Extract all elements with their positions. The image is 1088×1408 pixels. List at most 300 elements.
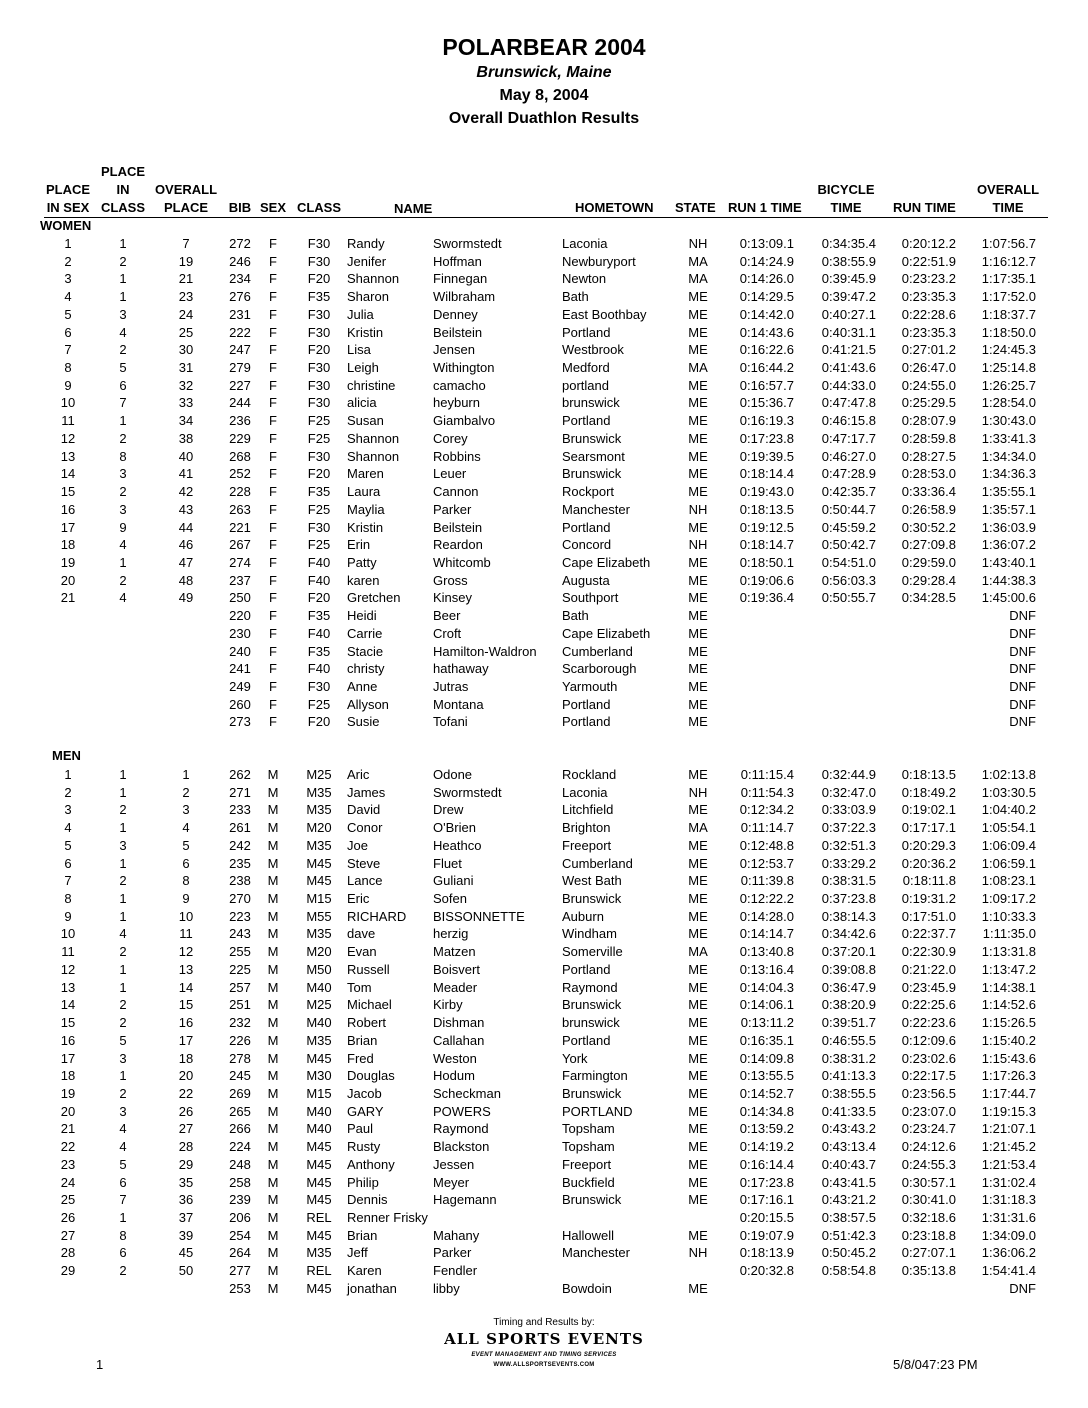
cell-sex: M xyxy=(267,979,279,995)
cell-bicycle-time: 0:43:43.2 xyxy=(821,1121,876,1137)
cell-place-in-class: 2 xyxy=(119,1085,127,1101)
cell-overall-place: 14 xyxy=(178,979,194,995)
cell-run-time: 0:23:56.5 xyxy=(901,1085,956,1101)
cell-bicycle-time: 0:39:08.8 xyxy=(821,961,876,977)
cell-last-name: Jensen xyxy=(433,342,475,358)
cell-run1-time: 0:19:39.5 xyxy=(739,448,794,464)
cell-bib: 250 xyxy=(229,590,251,606)
cell-first-name: Carrie xyxy=(347,625,383,641)
cell-sex: M xyxy=(267,997,279,1013)
cell-run-time: 0:23:35.3 xyxy=(901,289,956,305)
cell-sex: F xyxy=(269,430,277,446)
cell-hometown: Southport xyxy=(562,590,619,606)
cell-hometown: West Bath xyxy=(562,873,622,889)
cell-bicycle-time: 0:41:13.3 xyxy=(821,1068,876,1084)
cell-bib: 221 xyxy=(229,519,251,535)
cell-last-name: Wilbraham xyxy=(433,289,496,305)
cell-place-in-class: 2 xyxy=(119,572,127,588)
cell-state: ME xyxy=(688,484,708,500)
cell-run1-time: 0:14:29.5 xyxy=(739,289,794,305)
cell-first-name: Gretchen xyxy=(347,590,401,606)
table-row xyxy=(0,1138,1088,1156)
cell-class: F40 xyxy=(307,572,331,588)
cell-bib: 240 xyxy=(229,643,251,659)
cell-hometown: Concord xyxy=(562,537,612,553)
cell-overall-place: 16 xyxy=(178,1015,194,1031)
cell-overall-time: 1:36:06.2 xyxy=(981,1245,1036,1261)
cell-first-name: Evan xyxy=(347,944,377,960)
cell-overall-place: 24 xyxy=(178,306,194,322)
cell-run1-time: 0:11:14.7 xyxy=(740,820,794,836)
cell-state: ME xyxy=(688,1121,708,1137)
cell-class: M35 xyxy=(306,837,332,853)
table-row xyxy=(0,554,1088,572)
col-overall-place: OVERALL PLACE xyxy=(154,182,218,215)
cell-state: ME xyxy=(688,908,708,924)
cell-overall-time: 1:21:07.1 xyxy=(981,1121,1036,1137)
cell-run-time: 0:19:02.1 xyxy=(901,802,956,818)
cell-state: ME xyxy=(688,289,708,305)
cell-sex: F xyxy=(269,590,277,606)
cell-overall-time: 1:31:18.3 xyxy=(981,1192,1036,1208)
cell-overall-time: 1:18:50.0 xyxy=(981,324,1036,340)
cell-place-in-sex: 21 xyxy=(60,590,76,606)
cell-place-in-class: 4 xyxy=(119,324,127,340)
cell-last-name: Denney xyxy=(433,306,478,322)
cell-overall-place: 25 xyxy=(178,324,194,340)
cell-overall-place: 22 xyxy=(178,1085,194,1101)
cell-sex: M xyxy=(267,784,279,800)
cell-overall-place: 36 xyxy=(178,1192,194,1208)
cell-overall-time: 1:24:45.3 xyxy=(981,342,1036,358)
table-row xyxy=(0,270,1088,288)
table-row xyxy=(0,1174,1088,1192)
cell-place-in-sex: 28 xyxy=(60,1245,76,1261)
cell-bib: 226 xyxy=(229,1032,251,1048)
cell-bicycle-time: 0:56:03.3 xyxy=(821,572,876,588)
cell-overall-time: 1:21:45.2 xyxy=(981,1139,1036,1155)
cell-bicycle-time: 0:38:31.5 xyxy=(821,873,876,889)
table-row xyxy=(0,1280,1088,1298)
table-row xyxy=(0,1244,1088,1262)
cell-overall-time: 1:14:52.6 xyxy=(981,997,1036,1013)
cell-first-name: Heidi xyxy=(347,608,377,624)
cell-bicycle-time: 0:36:47.9 xyxy=(821,979,876,995)
cell-hometown: Cumberland xyxy=(562,855,633,871)
cell-bib: 268 xyxy=(229,448,251,464)
cell-bib: 251 xyxy=(229,997,251,1013)
cell-first-name: karen xyxy=(347,572,380,588)
cell-state: ME xyxy=(688,873,708,889)
cell-overall-time: 1:33:41.3 xyxy=(981,430,1036,446)
cell-class: F40 xyxy=(307,661,331,677)
cell-place-in-class: 7 xyxy=(119,1192,127,1208)
cell-bib: 257 xyxy=(229,979,251,995)
cell-sex: F xyxy=(269,696,277,712)
cell-bib: 254 xyxy=(229,1227,251,1243)
cell-bib: 262 xyxy=(229,767,251,782)
cell-bib: 244 xyxy=(229,395,251,411)
table-row xyxy=(0,908,1088,926)
cell-first-name: Paul xyxy=(347,1121,374,1137)
cell-hometown: Newton xyxy=(562,271,607,287)
cell-sex: M xyxy=(267,837,279,853)
cell-overall-time: 1:36:07.2 xyxy=(981,537,1036,553)
cell-bicycle-time: 0:39:47.2 xyxy=(821,289,876,305)
cell-place-in-sex: 19 xyxy=(60,1085,76,1101)
cell-bib: 247 xyxy=(229,342,251,358)
cell-place-in-sex: 12 xyxy=(60,430,76,446)
page-number: 1 xyxy=(96,1357,104,1372)
cell-run-time: 0:35:13.8 xyxy=(901,1263,956,1279)
cell-place-in-class: 2 xyxy=(119,253,127,269)
cell-first-name: Laura xyxy=(347,484,381,500)
cell-hometown: Manchester xyxy=(562,1245,630,1261)
cell-place-in-sex: 4 xyxy=(64,289,72,305)
cell-state: ME xyxy=(688,395,708,411)
cell-place-in-sex: 18 xyxy=(60,537,76,553)
table-row xyxy=(0,890,1088,908)
cell-hometown: Rockland xyxy=(562,767,617,782)
table-row xyxy=(0,1103,1088,1121)
cell-overall-time: 1:17:26.3 xyxy=(981,1068,1036,1084)
cell-run-time: 0:30:41.0 xyxy=(901,1192,956,1208)
cell-overall-time: 1:07:56.7 xyxy=(981,236,1036,251)
cell-bicycle-time: 0:40:27.1 xyxy=(821,306,876,322)
cell-last-name: Fendler xyxy=(433,1263,478,1279)
cell-run1-time: 0:18:50.1 xyxy=(739,554,794,570)
cell-last-name: Beilstein xyxy=(433,519,483,535)
cell-bicycle-time: 0:50:45.2 xyxy=(821,1245,876,1261)
cell-last-name: Meader xyxy=(433,979,478,995)
cell-place-in-sex: 25 xyxy=(60,1192,76,1208)
cell-last-name: Boisvert xyxy=(433,961,480,977)
cell-bicycle-time: 0:39:51.7 xyxy=(821,1015,876,1031)
cell-overall-time: 1:04:40.2 xyxy=(981,802,1036,818)
cell-place-in-class: 8 xyxy=(119,448,127,464)
cell-state: ME xyxy=(688,1032,708,1048)
cell-last-name: Swormstedt xyxy=(433,236,502,251)
cell-overall-time: 1:35:55.1 xyxy=(981,484,1036,500)
col-state: STATE xyxy=(675,200,716,215)
cell-sex: M xyxy=(267,1068,279,1084)
cell-place-in-sex: 14 xyxy=(60,997,76,1013)
cell-place-in-sex: 13 xyxy=(60,979,76,995)
cell-place-in-sex: 11 xyxy=(61,413,75,429)
cell-hometown: Brunswick xyxy=(562,997,622,1013)
cell-bib: 239 xyxy=(229,1192,251,1208)
cell-place-in-class: 7 xyxy=(119,395,127,411)
cell-last-name: Mahany xyxy=(433,1227,480,1243)
cell-overall-time: 1:26:25.7 xyxy=(981,377,1036,393)
cell-place-in-sex: 8 xyxy=(64,360,72,376)
cell-bicycle-time: 0:41:33.5 xyxy=(821,1103,876,1119)
cell-place-in-class: 9 xyxy=(119,519,127,535)
cell-first-name: Maylia xyxy=(347,501,385,517)
cell-place-in-sex: 6 xyxy=(64,324,72,340)
cell-run-time: 0:26:47.0 xyxy=(901,360,956,376)
cell-hometown: PORTLAND xyxy=(562,1103,633,1119)
cell-run-time: 0:23:24.7 xyxy=(901,1121,956,1137)
cell-bib: 277 xyxy=(229,1263,251,1279)
cell-place-in-class: 1 xyxy=(119,784,127,800)
cell-bicycle-time: 0:43:21.2 xyxy=(821,1192,876,1208)
col-place-sex: PLACE IN SEX xyxy=(45,182,91,215)
header-rule xyxy=(44,217,1048,218)
cell-class: M45 xyxy=(306,855,332,871)
cell-bicycle-time: 0:47:17.7 xyxy=(821,430,876,446)
cell-bicycle-time: 0:33:29.2 xyxy=(821,855,876,871)
cell-place-in-class: 1 xyxy=(119,979,127,995)
cell-bicycle-time: 0:46:27.0 xyxy=(821,448,876,464)
cell-sex: F xyxy=(269,484,277,500)
cell-bib: 248 xyxy=(229,1156,251,1172)
cell-class: F25 xyxy=(307,413,331,429)
cell-overall-place: 27 xyxy=(178,1121,194,1137)
cell-last-name: Hamilton-Waldron xyxy=(433,643,537,659)
cell-run1-time: 0:14:19.2 xyxy=(739,1139,794,1155)
cell-state: NH xyxy=(688,501,708,517)
cell-first-name: Conor xyxy=(347,820,383,836)
cell-bib: 237 xyxy=(229,572,251,588)
cell-state: ME xyxy=(688,961,708,977)
cell-overall-place: 15 xyxy=(178,997,194,1013)
cell-overall-place: 12 xyxy=(178,944,194,960)
cell-overall-place: 29 xyxy=(178,1156,194,1172)
cell-bicycle-time: 0:43:13.4 xyxy=(821,1139,876,1155)
cell-place-in-sex: 5 xyxy=(64,837,72,853)
cell-place-in-class: 1 xyxy=(119,1210,127,1225)
cell-place-in-class: 5 xyxy=(119,1156,127,1172)
table-row xyxy=(0,784,1088,802)
cell-bicycle-time: 0:47:47.8 xyxy=(821,395,876,411)
cell-hometown: Laconia xyxy=(562,236,608,251)
cell-run1-time: 0:18:13.5 xyxy=(739,501,794,517)
cell-state: ME xyxy=(688,1192,708,1208)
cell-state: ME xyxy=(688,837,708,853)
cell-run-time: 0:22:37.7 xyxy=(901,926,956,942)
cell-sex: F xyxy=(269,501,277,517)
cell-place-in-class: 2 xyxy=(119,342,127,358)
cell-bib: 273 xyxy=(229,714,251,730)
cell-place-in-class: 2 xyxy=(119,1263,127,1279)
cell-class: M45 xyxy=(306,873,332,889)
cell-place-in-class: 4 xyxy=(119,926,127,942)
cell-run1-time: 0:14:09.8 xyxy=(739,1050,794,1066)
cell-hometown: Searsmont xyxy=(562,448,625,464)
cell-bib: 252 xyxy=(229,466,251,482)
cell-hometown: Bath xyxy=(562,608,589,624)
cell-state: ME xyxy=(688,1015,708,1031)
table-row xyxy=(0,448,1088,466)
cell-overall-place: 47 xyxy=(178,554,194,570)
cell-bicycle-time: 0:46:15.8 xyxy=(821,413,876,429)
cell-sex: M xyxy=(267,1156,279,1172)
cell-last-name: Beer xyxy=(433,608,461,624)
cell-sex: F xyxy=(269,554,277,570)
cell-class: F30 xyxy=(307,306,331,322)
cell-bib: 232 xyxy=(229,1015,251,1031)
cell-overall-place: 31 xyxy=(178,360,194,376)
cell-class: M40 xyxy=(306,1015,332,1031)
cell-last-name: Parker xyxy=(433,1245,472,1261)
table-row xyxy=(0,925,1088,943)
table-row xyxy=(0,483,1088,501)
cell-bib: 230 xyxy=(229,625,251,641)
cell-state: ME xyxy=(688,448,708,464)
cell-run-time: 0:24:55.3 xyxy=(901,1156,956,1172)
cell-class: M45 xyxy=(306,1050,332,1066)
cell-state: ME xyxy=(688,608,708,624)
cell-bib: 238 xyxy=(229,873,251,889)
cell-bib: 274 xyxy=(229,554,251,570)
table-row xyxy=(0,1262,1088,1280)
cell-sex: F xyxy=(269,253,277,269)
cell-state: ME xyxy=(688,413,708,429)
cell-last-name: Parker xyxy=(433,501,472,517)
cell-hometown: Auburn xyxy=(562,908,604,924)
cell-bicycle-time: 0:54:51.0 xyxy=(821,554,876,570)
cell-last-name: hathaway xyxy=(433,661,489,677)
cell-last-name: Beilstein xyxy=(433,324,483,340)
cell-hometown: Westbrook xyxy=(562,342,624,358)
cell-overall-time: 1:31:31.6 xyxy=(981,1210,1036,1225)
cell-first-name: Eric xyxy=(347,891,370,907)
cell-class: M45 xyxy=(306,1280,332,1296)
cell-state: ME xyxy=(688,714,708,730)
cell-state: MA xyxy=(688,360,708,376)
cell-class: F30 xyxy=(307,519,331,535)
cell-sex: F xyxy=(269,466,277,482)
cell-first-name: Kristin xyxy=(347,324,384,340)
cell-state: ME xyxy=(688,554,708,570)
cell-hometown: Brunswick xyxy=(562,1085,622,1101)
cell-class: F35 xyxy=(307,289,331,305)
cell-place-in-sex: 18 xyxy=(60,1068,76,1084)
cell-class: F30 xyxy=(307,448,331,464)
cell-first-name: christine xyxy=(347,377,396,393)
cell-overall-time: DNF xyxy=(1009,696,1036,712)
cell-hometown: Medford xyxy=(562,360,610,376)
cell-hometown: Cape Elizabeth xyxy=(562,625,651,641)
cell-hometown: Bowdoin xyxy=(562,1280,612,1296)
cell-class: M35 xyxy=(306,926,332,942)
cell-place-in-class: 1 xyxy=(119,271,127,287)
cell-place-in-class: 2 xyxy=(119,430,127,446)
cell-overall-time: 1:02:13.8 xyxy=(981,767,1036,782)
cell-overall-place: 32 xyxy=(178,377,194,393)
cell-first-name: RICHARD xyxy=(347,908,407,924)
cell-run-time: 0:12:09.6 xyxy=(901,1032,956,1048)
cell-place-in-sex: 3 xyxy=(64,802,72,818)
cell-overall-time: 1:05:54.1 xyxy=(981,820,1036,836)
cell-state: ME xyxy=(688,590,708,606)
cell-first-name: Dennis xyxy=(347,1192,388,1208)
cell-run1-time: 0:16:22.6 xyxy=(739,342,794,358)
cell-state: ME xyxy=(688,1050,708,1066)
cell-place-in-sex: 8 xyxy=(64,891,72,907)
cell-overall-place: 38 xyxy=(178,430,194,446)
cell-run-time: 0:26:58.9 xyxy=(901,501,956,517)
cell-class: M45 xyxy=(306,1139,332,1155)
cell-first-name: Anne xyxy=(347,679,378,694)
cell-last-name: Jutras xyxy=(433,679,469,694)
cell-last-name: Scheckman xyxy=(433,1085,501,1101)
cell-last-name: Leuer xyxy=(433,466,467,482)
cell-overall-time: 1:21:53.4 xyxy=(981,1156,1036,1172)
cell-sex: F xyxy=(269,342,277,358)
table-row xyxy=(0,430,1088,448)
cell-state: NH xyxy=(688,236,708,251)
cell-last-name: Sofen xyxy=(433,891,467,907)
cell-overall-place: 21 xyxy=(178,271,194,287)
cell-bicycle-time: 0:43:41.5 xyxy=(821,1174,876,1190)
cell-sex: M xyxy=(267,1015,279,1031)
cell-bib: 272 xyxy=(229,236,251,251)
cell-overall-place: 20 xyxy=(178,1068,194,1084)
cell-place-in-class: 3 xyxy=(119,466,127,482)
cell-place-in-class: 5 xyxy=(119,1032,127,1048)
cell-first-name: Brian xyxy=(347,1032,378,1048)
cell-sex: F xyxy=(269,306,277,322)
table-row xyxy=(0,801,1088,819)
cell-class: F20 xyxy=(307,714,331,730)
cell-sex: M xyxy=(267,1085,279,1101)
cell-last-name: libby xyxy=(433,1280,460,1296)
cell-place-in-class: 2 xyxy=(119,484,127,500)
cell-bib: 276 xyxy=(229,289,251,305)
cell-first-name: Julia xyxy=(347,306,374,322)
results-subtitle: Overall Duathlon Results xyxy=(448,110,640,127)
cell-bicycle-time: 0:38:20.9 xyxy=(821,997,876,1013)
cell-overall-time: 1:06:59.1 xyxy=(981,855,1036,871)
cell-sex: M xyxy=(267,1139,279,1155)
cell-run1-time: 0:18:14.4 xyxy=(739,466,794,482)
cell-state: ME xyxy=(688,430,708,446)
cell-hometown: brunswick xyxy=(562,395,620,411)
cell-overall-time: DNF xyxy=(1009,714,1036,730)
cell-run1-time: 0:14:42.0 xyxy=(739,306,794,322)
cell-place-in-sex: 26 xyxy=(60,1210,76,1225)
cell-bib: 245 xyxy=(229,1068,251,1084)
cell-sex: F xyxy=(269,413,277,429)
cell-state: ME xyxy=(688,1174,708,1190)
cell-place-in-class: 3 xyxy=(119,1103,127,1119)
col-run-time: RUN TIME xyxy=(893,200,956,215)
cell-place-in-sex: 15 xyxy=(60,1015,76,1031)
cell-overall-place: 19 xyxy=(178,253,194,269)
cell-class: F40 xyxy=(307,625,331,641)
cell-class: M35 xyxy=(306,784,332,800)
cell-sex: F xyxy=(269,271,277,287)
cell-first-name: Sharon xyxy=(347,289,389,305)
table-row xyxy=(0,1067,1088,1085)
cell-run1-time: 0:16:35.1 xyxy=(739,1032,794,1048)
cell-overall-time: 1:06:09.4 xyxy=(981,837,1036,853)
cell-bib: 228 xyxy=(229,484,251,500)
cell-sex: M xyxy=(267,873,279,889)
cell-sex: F xyxy=(269,643,277,659)
cell-sex: F xyxy=(269,537,277,553)
cell-overall-time: 1:08:23.1 xyxy=(981,873,1036,889)
cell-overall-time: 1:17:52.0 xyxy=(981,289,1036,305)
cell-run-time: 0:19:31.2 xyxy=(901,891,956,907)
cell-class: M55 xyxy=(306,908,332,924)
cell-bib: 278 xyxy=(229,1050,251,1066)
cell-sex: M xyxy=(267,1245,279,1261)
cell-run1-time: 0:20:15.5 xyxy=(739,1210,794,1225)
cell-bib: 267 xyxy=(229,537,251,553)
